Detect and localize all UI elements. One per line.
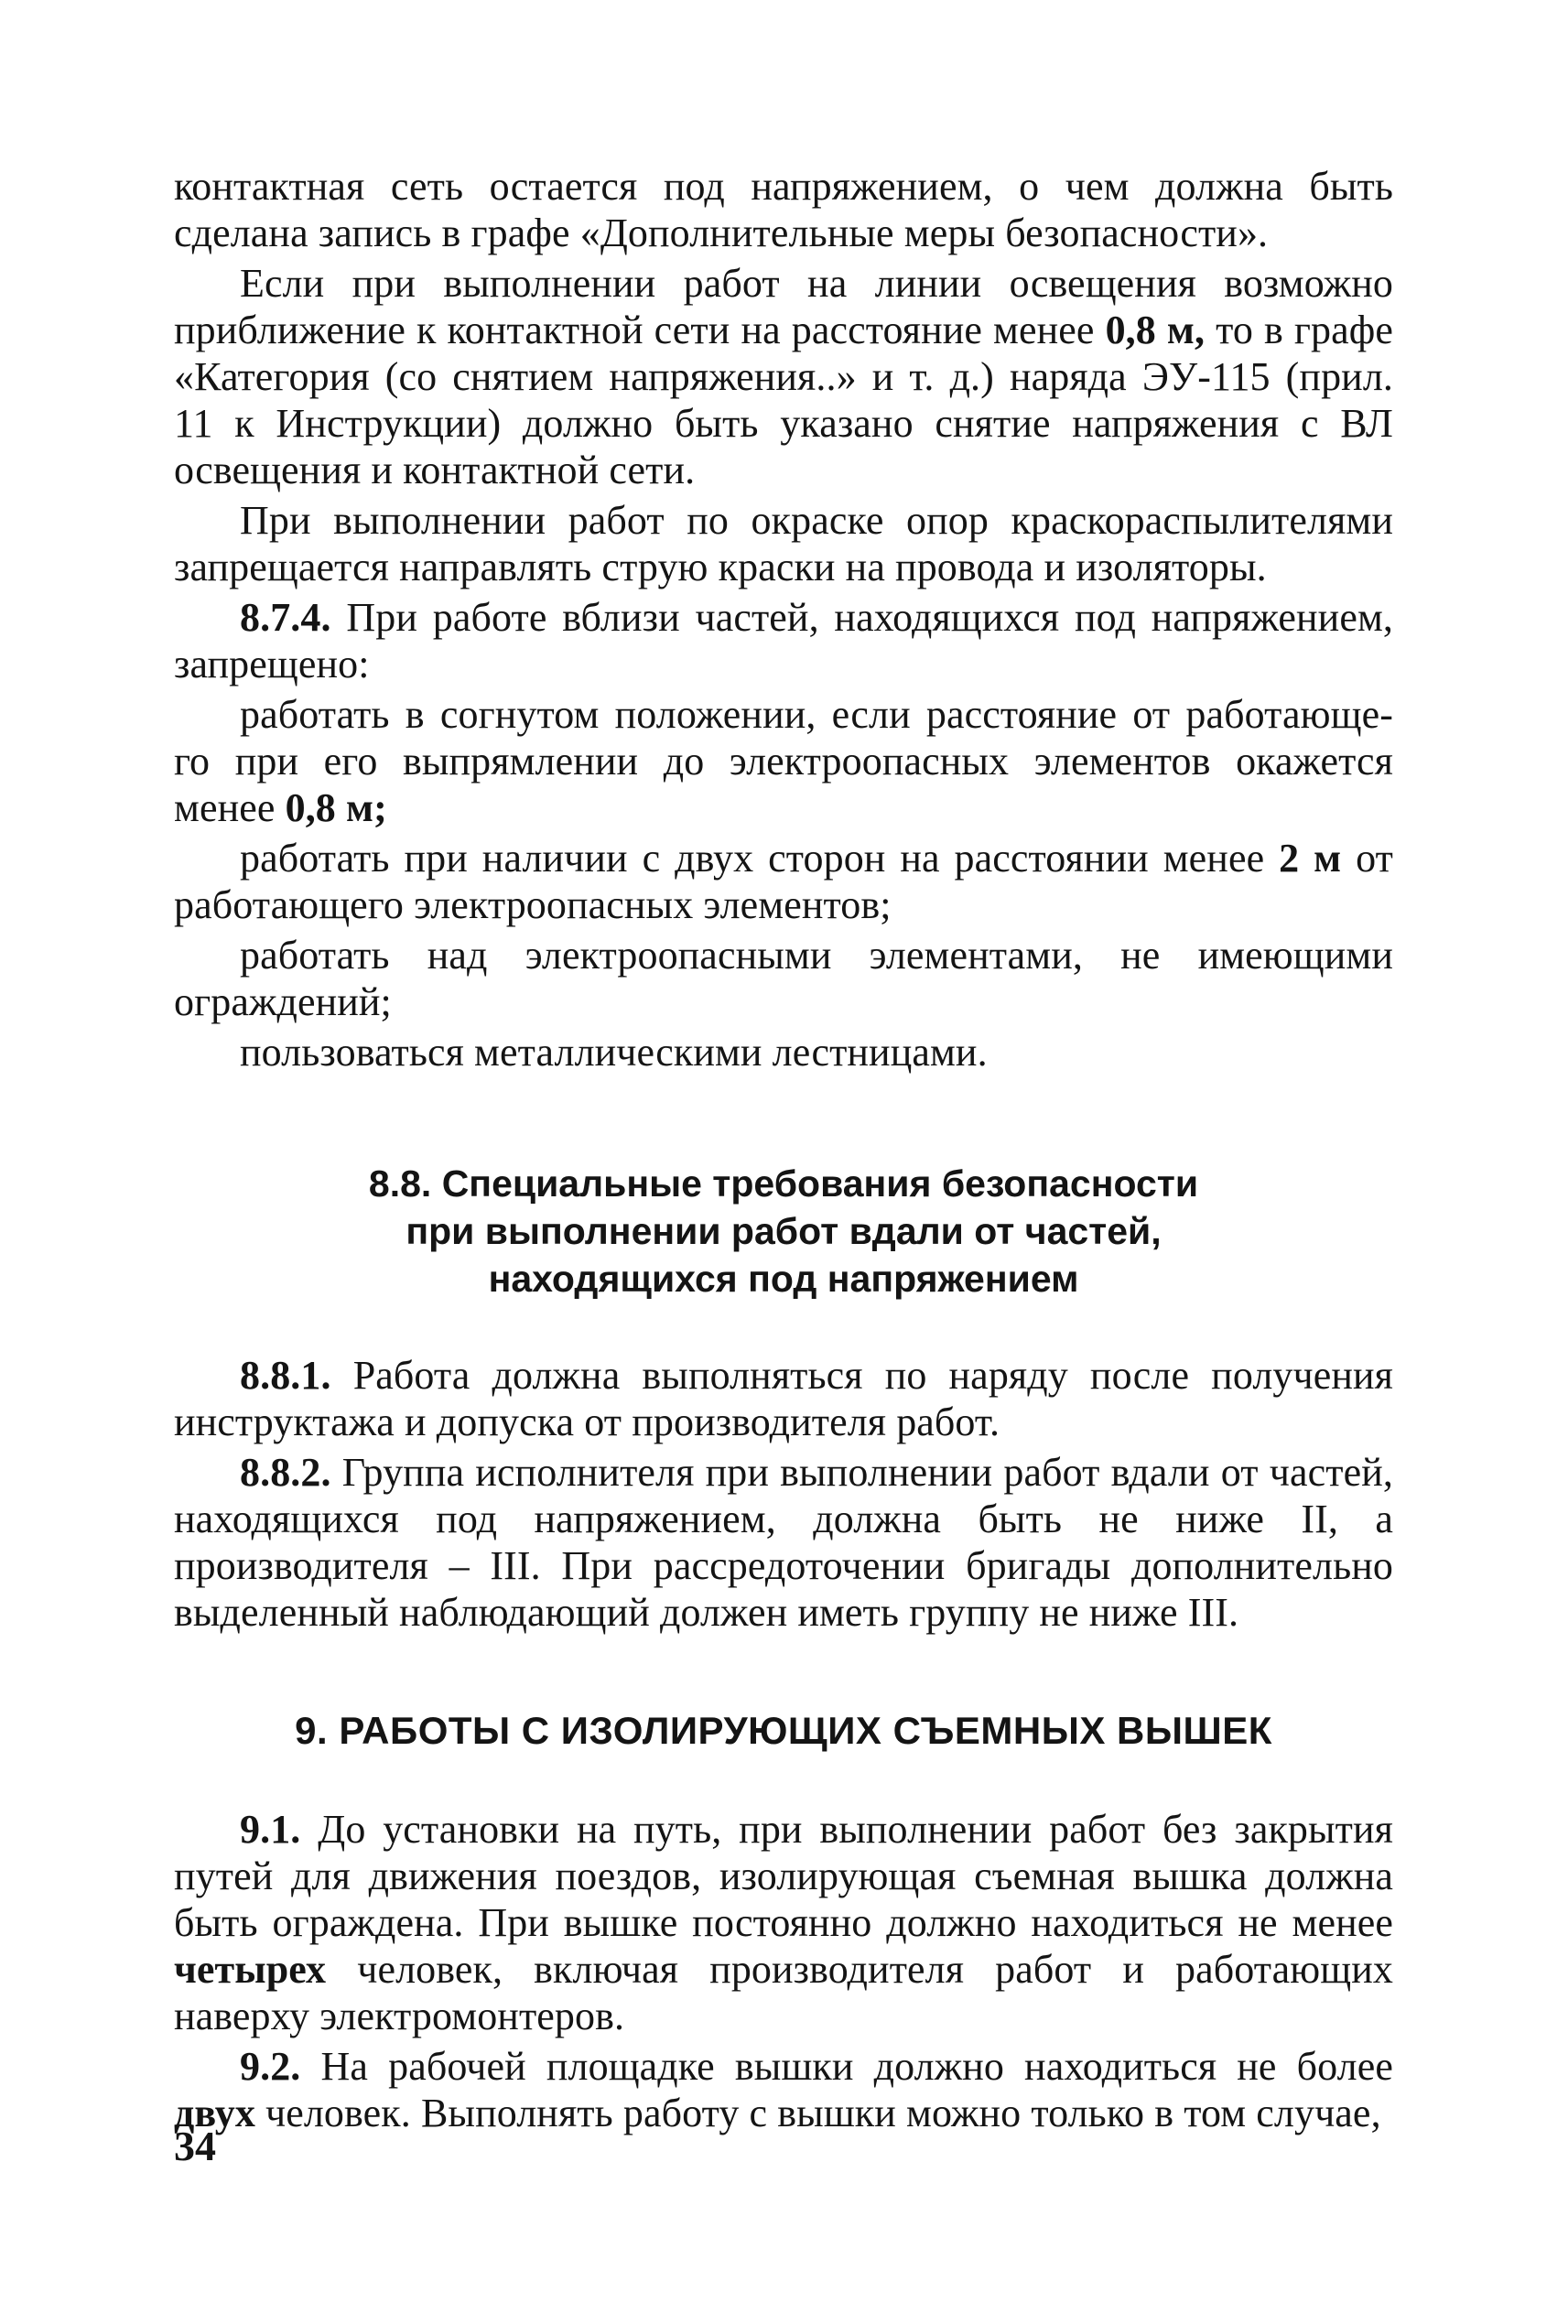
item1-text-b: го при его выпрямлении до электроопасных элементов окажется менее bbox=[174, 739, 1393, 830]
chapter-heading-9: 9. РАБОТЫ С ИЗОЛИРУЮЩИХ СЪЕМНЫХ ВЫШЕК bbox=[295, 1709, 1272, 1752]
list-item-above-elements bbox=[174, 932, 1393, 1025]
document-page bbox=[174, 163, 1393, 2140]
clause-number-882: 8.8.2. bbox=[240, 1450, 331, 1495]
list-item-two-sides bbox=[174, 835, 1393, 928]
paragraph-874 bbox=[174, 594, 1393, 687]
page-number: 34 bbox=[174, 2123, 216, 2169]
item1-bold-distance: 0,8 м; bbox=[285, 785, 387, 830]
para3-text: При выполнении работ по окраске опор краскораспылителями запрещается направлять струю краски на провода и изоляторы. bbox=[174, 498, 1393, 589]
p881-text: Работа должна выполняться по наряду после получения инструктажа и допуска от производителя работ. bbox=[174, 1353, 1393, 1444]
paragraph-lighting-line bbox=[174, 260, 1393, 493]
paragraph-881 bbox=[174, 1352, 1393, 1445]
p91-bold-four: четырех bbox=[174, 1947, 327, 1992]
para2-text-c: то в графе «Категория (со снятием напряжения..» и т. д.) наряда ЭУ-115 (прил. 11 к Инструкции) должно быть указано снятие напряжения с ВЛ освещения и контактной сети. bbox=[174, 308, 1394, 492]
paragraph-91 bbox=[174, 1806, 1393, 2039]
clause-number-874: 8.7.4. bbox=[240, 595, 331, 640]
item3-text-b: ограждений; bbox=[174, 979, 392, 1024]
list-item-metal-ladders bbox=[174, 1029, 1393, 1076]
clause-number-881: 8.8.1. bbox=[240, 1353, 331, 1398]
para1-text: контактная сеть остается под напряжением, о чем должна быть сделана запись в графе «Дополнительные меры безопасности». bbox=[174, 164, 1393, 255]
heading-88-line1: 8.8. Специальные требования безопасности bbox=[368, 1162, 1199, 1205]
item2-text-a: работать при наличии с двух сторон на расстоянии менее bbox=[240, 836, 1280, 881]
clause-number-91: 9.1. bbox=[240, 1807, 301, 1852]
p92-text-b: человек. Выполнять работу с вышки можно только в том случае, bbox=[254, 2091, 1381, 2135]
p92-bold-two: двух bbox=[174, 2091, 255, 2135]
paragraph-painting bbox=[174, 497, 1393, 590]
p91-text-b: человек, включая производителя работ и работающих наверху электромонтеров. bbox=[174, 1947, 1393, 2038]
item2-text-c: от работающего электроопасных элементов; bbox=[174, 836, 1393, 927]
para4-text: При работе вблизи частей, находящихся под напряжением, запрещено: bbox=[174, 595, 1393, 686]
paragraph-continuation bbox=[174, 163, 1393, 256]
item1-text-a: работать в согнутом положении, если расстояние от работающе- bbox=[240, 692, 1393, 737]
list-item-bent-position bbox=[174, 691, 1393, 831]
clause-number-92: 9.2. bbox=[240, 2044, 301, 2089]
para2-text-a: Если при выполнении работ на линии освещения возможно приближение к контактной сети на расстояние менее bbox=[174, 261, 1393, 352]
section-heading-88 bbox=[174, 1160, 1393, 1303]
para2-bold-distance: 0,8 м, bbox=[1105, 308, 1206, 352]
heading-88-line2: при выполнении работ вдали от частей, bbox=[406, 1210, 1162, 1252]
paragraph-92 bbox=[174, 2043, 1393, 2136]
p91-text-a: До установки на путь, при выполнении работ без закрытия путей для движения поездов, изолирующая съемная вышка должна быть ограждена. При вышке постоянно должно находиться не менее bbox=[174, 1807, 1393, 1945]
item2-bold-distance: 2 м bbox=[1279, 836, 1342, 881]
item4-text: пользоваться металлическими лестницами. bbox=[240, 1030, 988, 1075]
paragraph-882 bbox=[174, 1449, 1393, 1636]
heading-88-line3: находящихся под напряжением bbox=[488, 1258, 1079, 1300]
p92-text-a: На рабочей площадке вышки должно находиться не более bbox=[300, 2044, 1393, 2089]
p882-text: Группа исполнителя при выполнении работ вдали от частей, находящихся под напряжением, должна быть не ниже II, а производителя – III. При рассредоточении бригады дополнительно выделенный наблюдающий должен иметь группу не ниже III. bbox=[174, 1450, 1393, 1635]
item3-text-a: работать над электроопасными элементами, не имеющими bbox=[240, 933, 1393, 978]
